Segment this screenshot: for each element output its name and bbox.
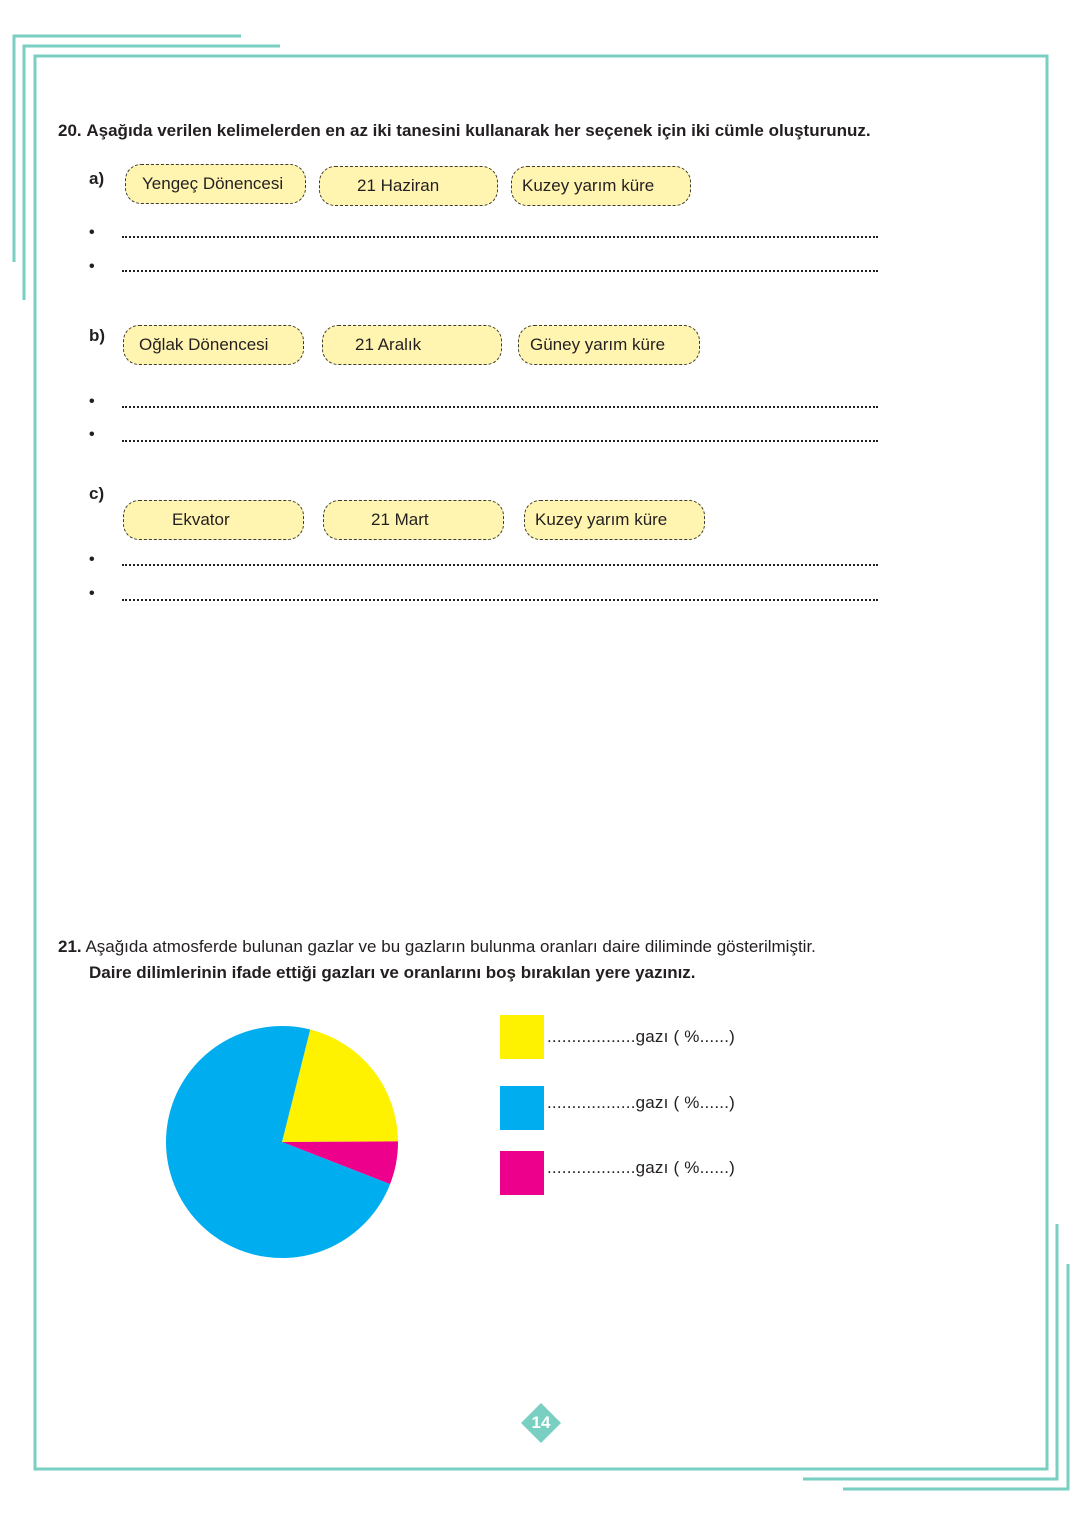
- word-label: 21 Haziran: [357, 176, 440, 195]
- word-pill: [123, 325, 304, 365]
- word-label: 21 Mart: [371, 510, 429, 529]
- bullet: •: [89, 426, 95, 443]
- bullet: •: [89, 224, 95, 241]
- word-label: Oğlak Dönencesi: [139, 335, 269, 354]
- question-instruction: Daire dilimlerinin ifade ettiği gazları ve oranlarını boş bırakılan yere yazınız.: [89, 963, 696, 982]
- word-label: Ekvator: [172, 510, 230, 529]
- question-number: 20.: [58, 121, 82, 140]
- question-text: Aşağıda verilen kelimelerden en az iki tanesini kullanarak her seçenek için iki cümle oluşturunuz.: [86, 121, 871, 140]
- pie-chart: [162, 1022, 402, 1262]
- legend-answer-1[interactable]: ..................gazı ( %......): [547, 1027, 735, 1046]
- option-letter-c: c): [89, 484, 105, 503]
- word-pill: [323, 500, 504, 540]
- word-pill: [518, 325, 700, 365]
- legend-swatch-yellow: [500, 1015, 544, 1059]
- question-20-title: [58, 118, 871, 144]
- bullet: •: [89, 551, 95, 568]
- word-label: Güney yarım küre: [530, 335, 666, 354]
- option-letter-a: a): [89, 169, 105, 188]
- legend-answer-2[interactable]: ..................gazı ( %......): [547, 1093, 735, 1112]
- legend-swatch-magenta: [500, 1151, 544, 1195]
- word-label: Kuzey yarım küre: [522, 176, 655, 195]
- word-pill: [511, 166, 691, 206]
- answer-line[interactable]: [122, 564, 878, 566]
- answer-line[interactable]: [122, 406, 878, 408]
- word-pill: [319, 166, 498, 206]
- word-pill: [322, 325, 502, 365]
- bullet: •: [89, 258, 95, 275]
- question-21-title: [58, 934, 816, 960]
- option-letter-b: b): [89, 326, 106, 345]
- question-text: Aşağıda atmosferde bulunan gazlar ve bu gazların bulunma oranları daire diliminde gösterilmiştir.: [85, 937, 816, 956]
- bullet: •: [89, 585, 95, 602]
- word-pill: [123, 500, 304, 540]
- word-label: Yengeç Dönencesi: [142, 174, 284, 193]
- bullet: •: [89, 393, 95, 410]
- page-number: 14: [531, 1413, 551, 1432]
- word-pill: [125, 164, 306, 204]
- word-pill: [524, 500, 705, 540]
- answer-line[interactable]: [122, 270, 878, 272]
- legend-answer-3[interactable]: ..................gazı ( %......): [547, 1158, 735, 1177]
- answer-line[interactable]: [122, 599, 878, 601]
- word-label: 21 Aralık: [355, 335, 422, 354]
- legend-swatch-blue: [500, 1086, 544, 1130]
- word-label: Kuzey yarım küre: [535, 510, 668, 529]
- question-number: 21.: [58, 937, 82, 956]
- answer-line[interactable]: [122, 236, 878, 238]
- answer-line[interactable]: [122, 440, 878, 442]
